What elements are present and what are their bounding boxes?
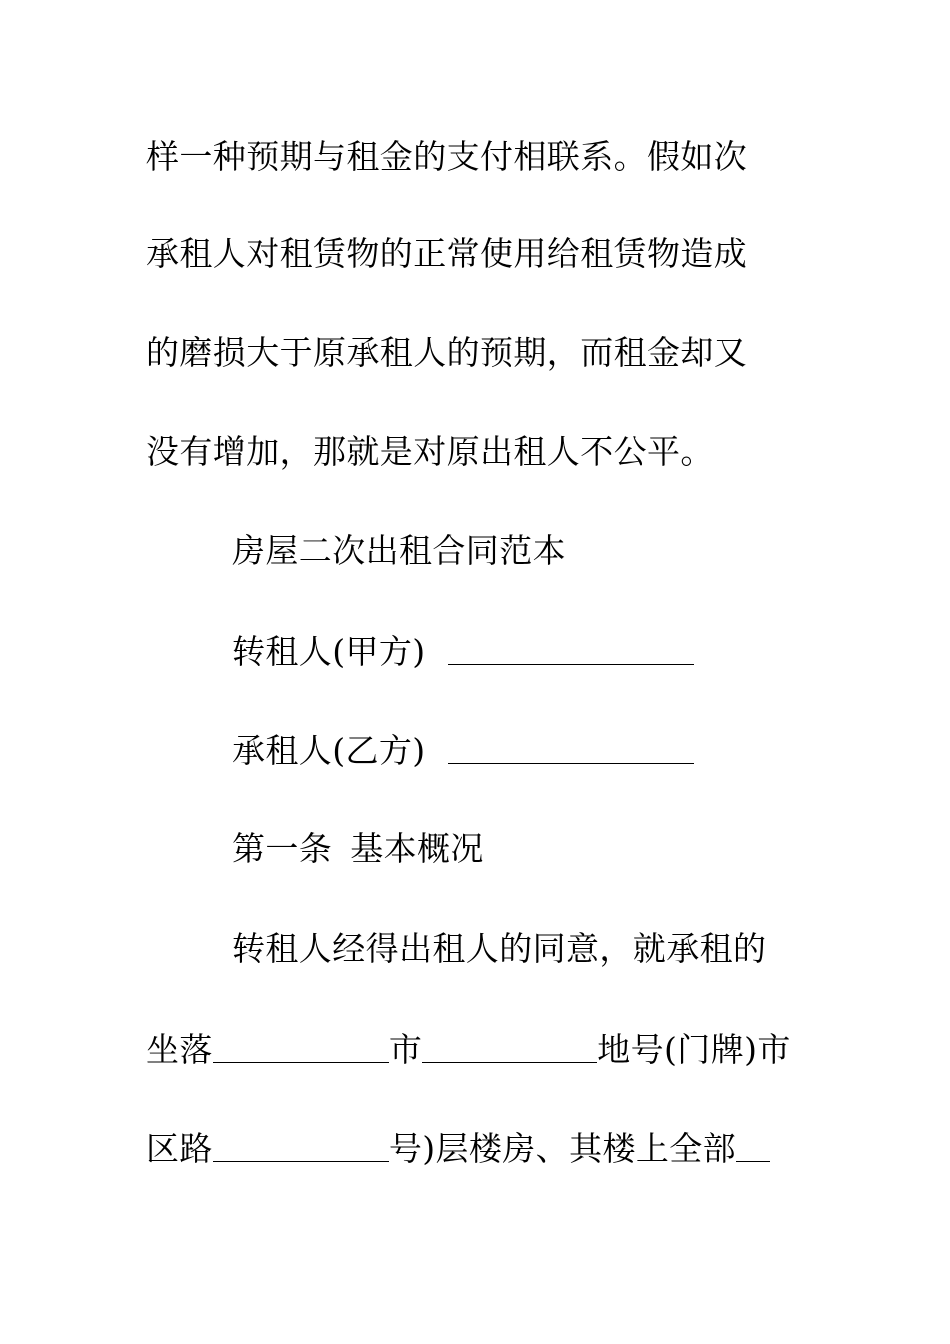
city-label: 市 <box>388 1030 423 1069</box>
tail-blank <box>736 1131 770 1162</box>
party-a-label: 转租人(甲方) <box>232 632 426 671</box>
city-blank <box>213 1032 389 1063</box>
party-a-line <box>232 632 694 672</box>
article-1-heading <box>232 829 484 869</box>
paragraph-line-3: 的磨损大于原承租人的预期，而租金却又 <box>146 333 748 372</box>
article-1-text-line-1: 转租人经得出租人的同意，就承租的 <box>232 929 767 968</box>
district-line <box>146 1129 770 1169</box>
party-a-blank <box>448 634 694 665</box>
paragraph-line-2: 承租人对租赁物的正常使用给租赁物造成 <box>146 234 748 273</box>
article-1-title: 基本概况 <box>350 829 484 868</box>
road-blank <box>213 1131 389 1162</box>
paragraph-line-4: 没有增加，那就是对原出租人不公平。 <box>146 432 714 471</box>
party-b-label: 承租人(乙方) <box>232 731 426 770</box>
article-1-number: 第一条 <box>232 829 333 868</box>
lot-label: 地号(门牌)市 <box>597 1030 791 1069</box>
party-b-line <box>232 731 694 771</box>
lot-blank <box>422 1032 597 1063</box>
party-b-blank <box>448 733 694 764</box>
floor-label: 号)层楼房、其楼上全部 <box>388 1129 737 1168</box>
location-prefix: 坐落 <box>146 1030 213 1069</box>
location-line <box>146 1030 791 1070</box>
district-prefix: 区路 <box>146 1129 213 1168</box>
contract-title: 房屋二次出租合同范本 <box>232 531 566 570</box>
paragraph-line-1: 样一种预期与租金的支付相联系。假如次 <box>146 137 748 176</box>
